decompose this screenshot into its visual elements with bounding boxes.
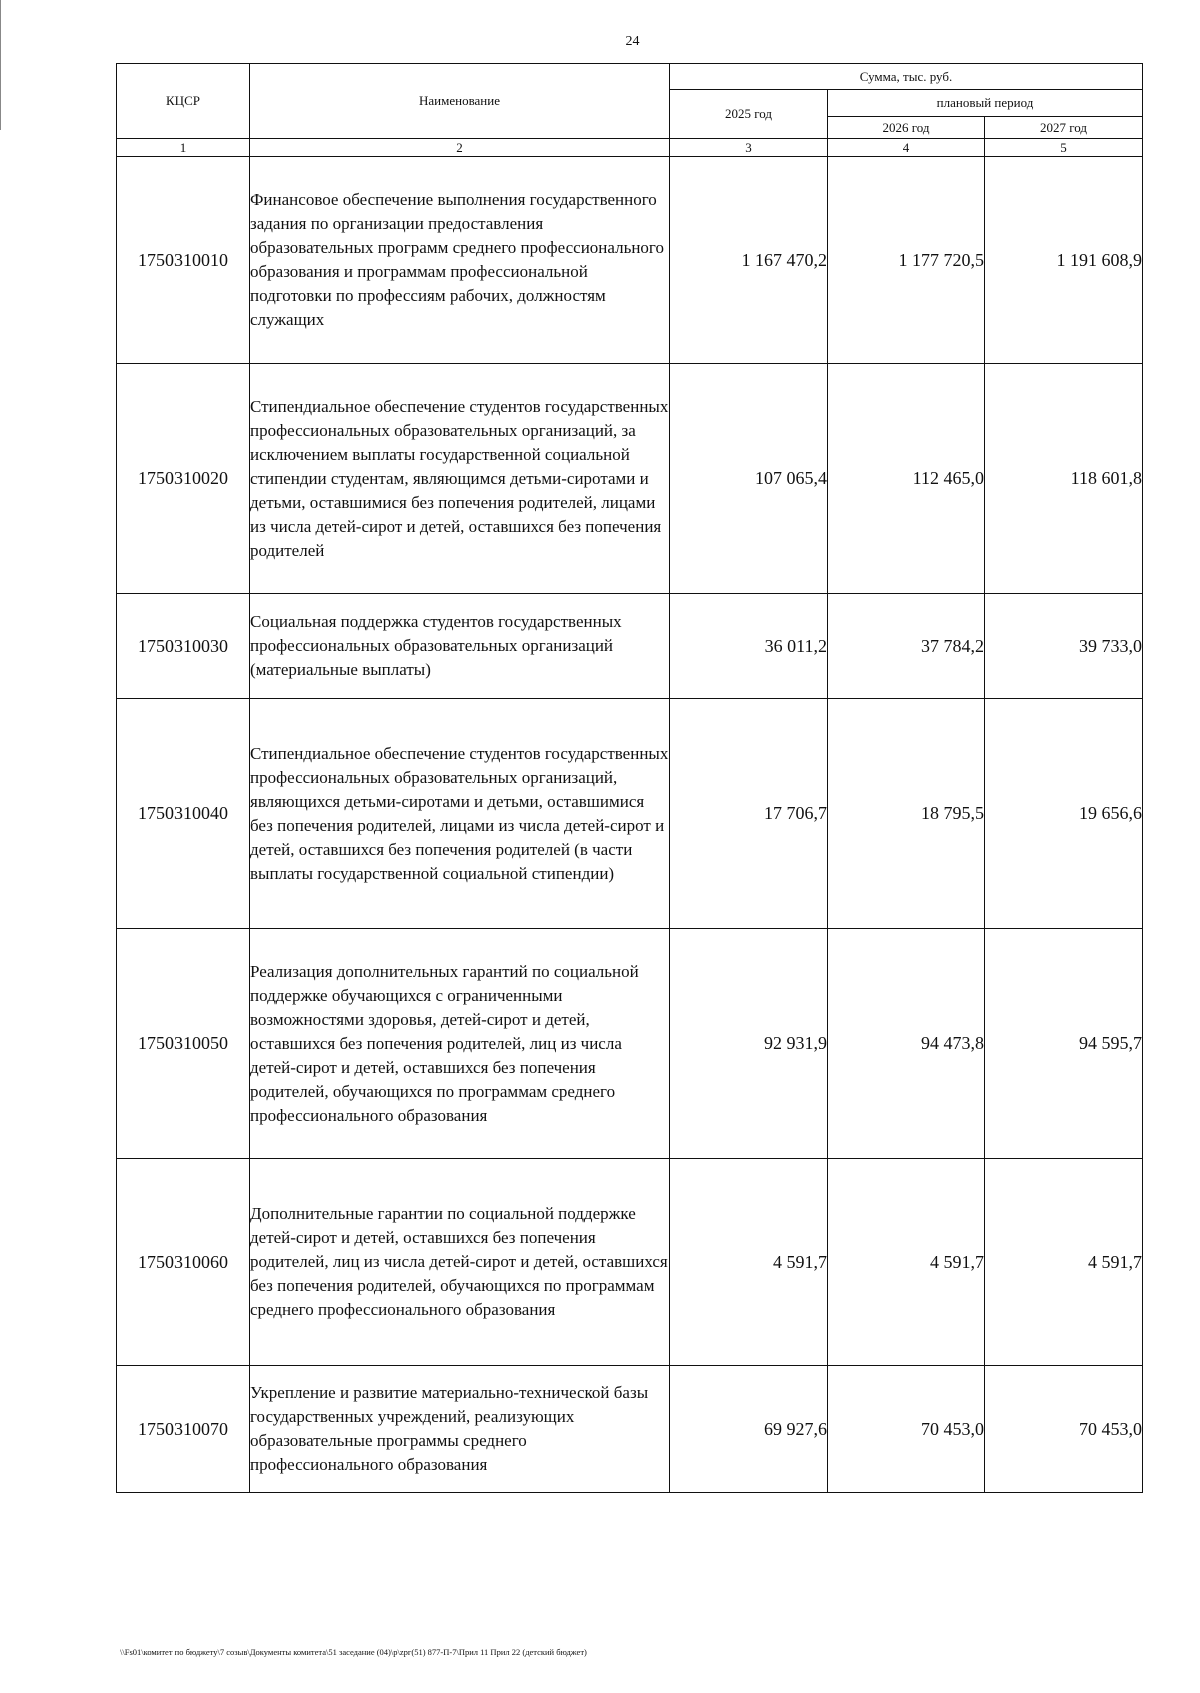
row-value-2027: 94 595,7 xyxy=(985,929,1143,1159)
row-value-2025: 1 167 470,2 xyxy=(670,157,828,364)
row-code: 1750310060 xyxy=(117,1159,250,1366)
table-row xyxy=(117,699,1143,929)
table-header xyxy=(117,64,1143,157)
row-value-2025: 17 706,7 xyxy=(670,699,828,929)
header-planned-period: плановый период xyxy=(828,90,1143,117)
page-number: 24 xyxy=(625,34,640,49)
row-value-2025: 92 931,9 xyxy=(670,929,828,1159)
table-row xyxy=(117,594,1143,699)
row-code: 1750310040 xyxy=(117,699,250,929)
col-number-3: 3 xyxy=(670,139,828,157)
row-value-2027: 70 453,0 xyxy=(985,1366,1143,1493)
row-value-2026: 1 177 720,5 xyxy=(828,157,985,364)
header-name: Наименование xyxy=(250,64,670,139)
table-body xyxy=(117,157,1143,1493)
col-number-5: 5 xyxy=(985,139,1143,157)
row-code: 1750310050 xyxy=(117,929,250,1159)
row-value-2025: 69 927,6 xyxy=(670,1366,828,1493)
row-value-2025: 36 011,2 xyxy=(670,594,828,699)
row-value-2027: 118 601,8 xyxy=(985,364,1143,594)
col-number-4: 4 xyxy=(828,139,985,157)
row-value-2025: 107 065,4 xyxy=(670,364,828,594)
row-name: Социальная поддержка студентов государственных профессиональных образовательных организаций (материальные выплаты) xyxy=(250,594,670,699)
row-value-2026: 70 453,0 xyxy=(828,1366,985,1493)
header-year-2027: 2027 год xyxy=(985,117,1143,139)
scan-edge-mark xyxy=(0,0,1,130)
row-value-2027: 19 656,6 xyxy=(985,699,1143,929)
row-value-2025: 4 591,7 xyxy=(670,1159,828,1366)
row-value-2027: 39 733,0 xyxy=(985,594,1143,699)
footer-file-path: \\Fs01\комитет по бюджету\7 созыв\Документы комитета\51 заседание (04)\p\zрг(51) 877-П-7\Прил 11 Прил 22 (детский бюджет) xyxy=(120,1647,587,1657)
row-name: Стипендиальное обеспечение студентов государственных профессиональных образовательных организаций, за исключением выплаты государственной социальной стипендии студентам, являющимся детьми-сиротами и детьми, оставшимися без попечения родителей, лицами из числа детей-сирот и детей, оставшихся без попечения родителей xyxy=(250,364,670,594)
row-name: Стипендиальное обеспечение студентов государственных профессиональных образовательных организаций, являющихся детьми-сиротами и детьми, оставшимися без попечения родителей, лицами из числа детей-сирот и детей, оставшихся без попечения родителей (в части выплаты государственной социальной стипендии) xyxy=(250,699,670,929)
row-value-2026: 4 591,7 xyxy=(828,1159,985,1366)
row-name: Дополнительные гарантии по социальной поддержке детей-сирот и детей, оставшихся без попечения родителей, лиц из числа детей-сирот и детей, оставшихся без попечения родителей, обучающихся по программам среднего профессионального образования xyxy=(250,1159,670,1366)
header-code: КЦСР xyxy=(117,64,250,139)
budget-table xyxy=(116,63,1143,1493)
row-name: Финансовое обеспечение выполнения государственного задания по организации предоставления образовательных программ среднего профессионального образования и программам профессиональной подготовки по профессиям рабочих, должностям служащих xyxy=(250,157,670,364)
header-year-2026: 2026 год xyxy=(828,117,985,139)
header-sum: Сумма, тыс. руб. xyxy=(670,64,1143,90)
row-value-2026: 94 473,8 xyxy=(828,929,985,1159)
row-value-2026: 112 465,0 xyxy=(828,364,985,594)
table-row xyxy=(117,157,1143,364)
row-value-2027: 4 591,7 xyxy=(985,1159,1143,1366)
table-row xyxy=(117,1159,1143,1366)
row-name: Укрепление и развитие материально-технической базы государственных учреждений, реализующих образовательные программы среднего профессионального образования xyxy=(250,1366,670,1493)
table-row xyxy=(117,1366,1143,1493)
col-number-2: 2 xyxy=(250,139,670,157)
table-row xyxy=(117,929,1143,1159)
row-code: 1750310010 xyxy=(117,157,250,364)
row-value-2026: 37 784,2 xyxy=(828,594,985,699)
row-value-2026: 18 795,5 xyxy=(828,699,985,929)
row-value-2027: 1 191 608,9 xyxy=(985,157,1143,364)
header-year-2025: 2025 год xyxy=(670,90,828,139)
row-code: 1750310020 xyxy=(117,364,250,594)
row-name: Реализация дополнительных гарантий по социальной поддержке обучающихся с ограниченными возможностями здоровья, детей-сирот и детей, оставшихся без попечения родителей, лиц из числа детей-сирот и детей, оставшихся без попечения родителей, обучающихся по программам среднего профессионального образования xyxy=(250,929,670,1159)
row-code: 1750310070 xyxy=(117,1366,250,1493)
col-number-1: 1 xyxy=(117,139,250,157)
table-row xyxy=(117,364,1143,594)
row-code: 1750310030 xyxy=(117,594,250,699)
